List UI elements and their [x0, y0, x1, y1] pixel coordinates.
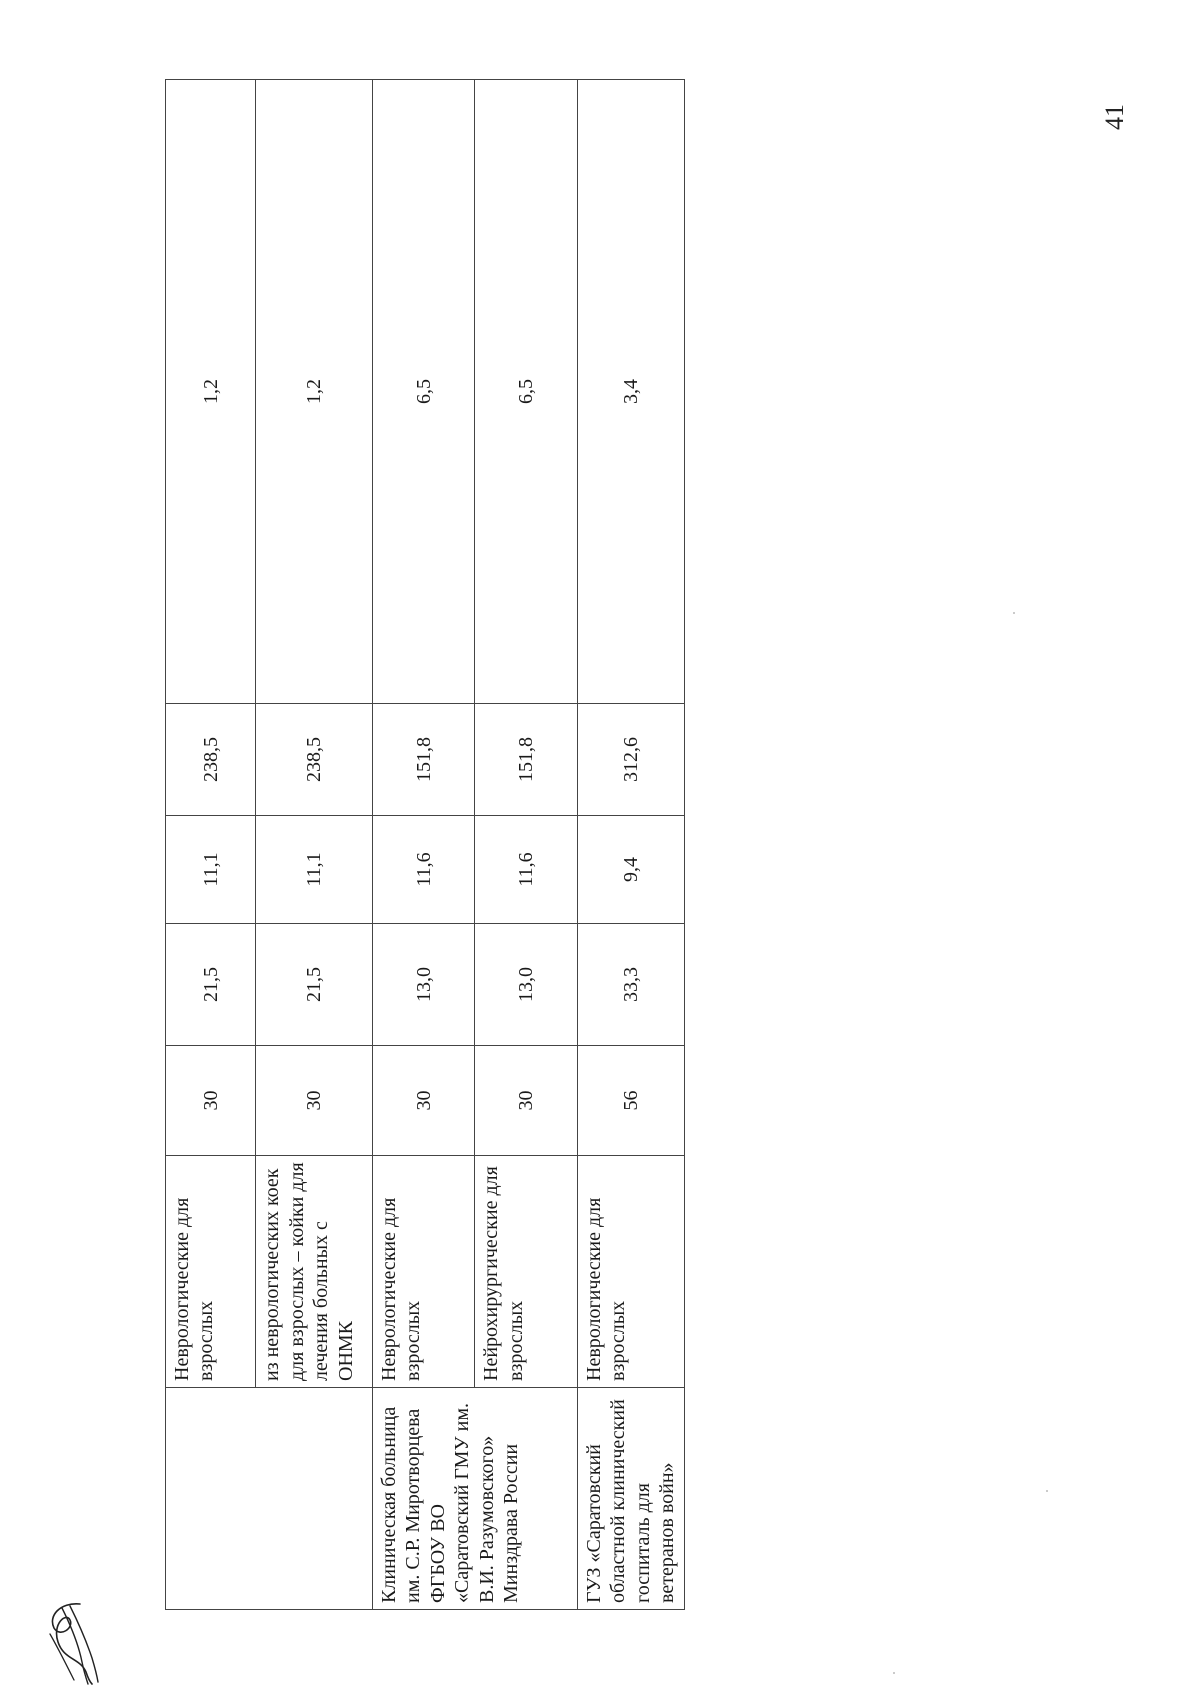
table-row [256, 80, 373, 1610]
organization-cell [166, 1388, 373, 1610]
organization-cell: ГУЗ «Саратовский областной клинический госпиталь для ветеранов войн» [577, 1388, 684, 1610]
value-cell: 238,5 [256, 704, 373, 816]
value-cell: 151,8 [475, 704, 577, 816]
table-row [475, 80, 577, 1610]
value-cell: 11,1 [166, 816, 256, 924]
table-row [166, 80, 256, 1610]
scan-speck [1013, 612, 1015, 614]
value-cell: 11,6 [475, 816, 577, 924]
value-cell: 151,8 [372, 704, 474, 816]
profile-cell: Неврологические для взрослых [166, 1156, 256, 1388]
value-cell: 1,2 [256, 80, 373, 704]
value-cell: 13,0 [372, 924, 474, 1046]
value-cell: 9,4 [577, 816, 684, 924]
page-number: 41 [1100, 104, 1129, 130]
beds-cell: 30 [475, 1046, 577, 1156]
beds-cell: 30 [166, 1046, 256, 1156]
hospital-beds-table [165, 79, 685, 1610]
rotated-table-container [165, 80, 685, 1610]
beds-cell: 56 [577, 1046, 684, 1156]
value-cell: 312,6 [577, 704, 684, 816]
scan-speck [893, 1672, 895, 1674]
profile-cell: из неврологических коек для взрослых – койки для лечения больных с ОНМК [256, 1156, 373, 1388]
profile-cell: Неврологические для взрослых [372, 1156, 474, 1388]
value-cell: 11,1 [256, 816, 373, 924]
table-row [372, 80, 474, 1610]
value-cell: 1,2 [166, 80, 256, 704]
value-cell: 11,6 [372, 816, 474, 924]
signature-mark [40, 1598, 106, 1686]
value-cell: 13,0 [475, 924, 577, 1046]
value-cell: 238,5 [166, 704, 256, 816]
value-cell: 3,4 [577, 80, 684, 704]
value-cell: 21,5 [166, 924, 256, 1046]
value-cell: 6,5 [475, 80, 577, 704]
profile-cell: Нейрохирургические для взрослых [475, 1156, 577, 1388]
beds-cell: 30 [256, 1046, 373, 1156]
value-cell: 33,3 [577, 924, 684, 1046]
scan-speck [1046, 1490, 1048, 1492]
organization-cell: Клиническая больница им. С.Р. Миротворцева ФГБОУ ВО «Саратовский ГМУ им. В.И. Разумовского» Минздрава России [372, 1388, 577, 1610]
profile-cell: Неврологические для взрослых [577, 1156, 684, 1388]
value-cell: 21,5 [256, 924, 373, 1046]
beds-cell: 30 [372, 1046, 474, 1156]
value-cell: 6,5 [372, 80, 474, 704]
table-row [577, 80, 684, 1610]
